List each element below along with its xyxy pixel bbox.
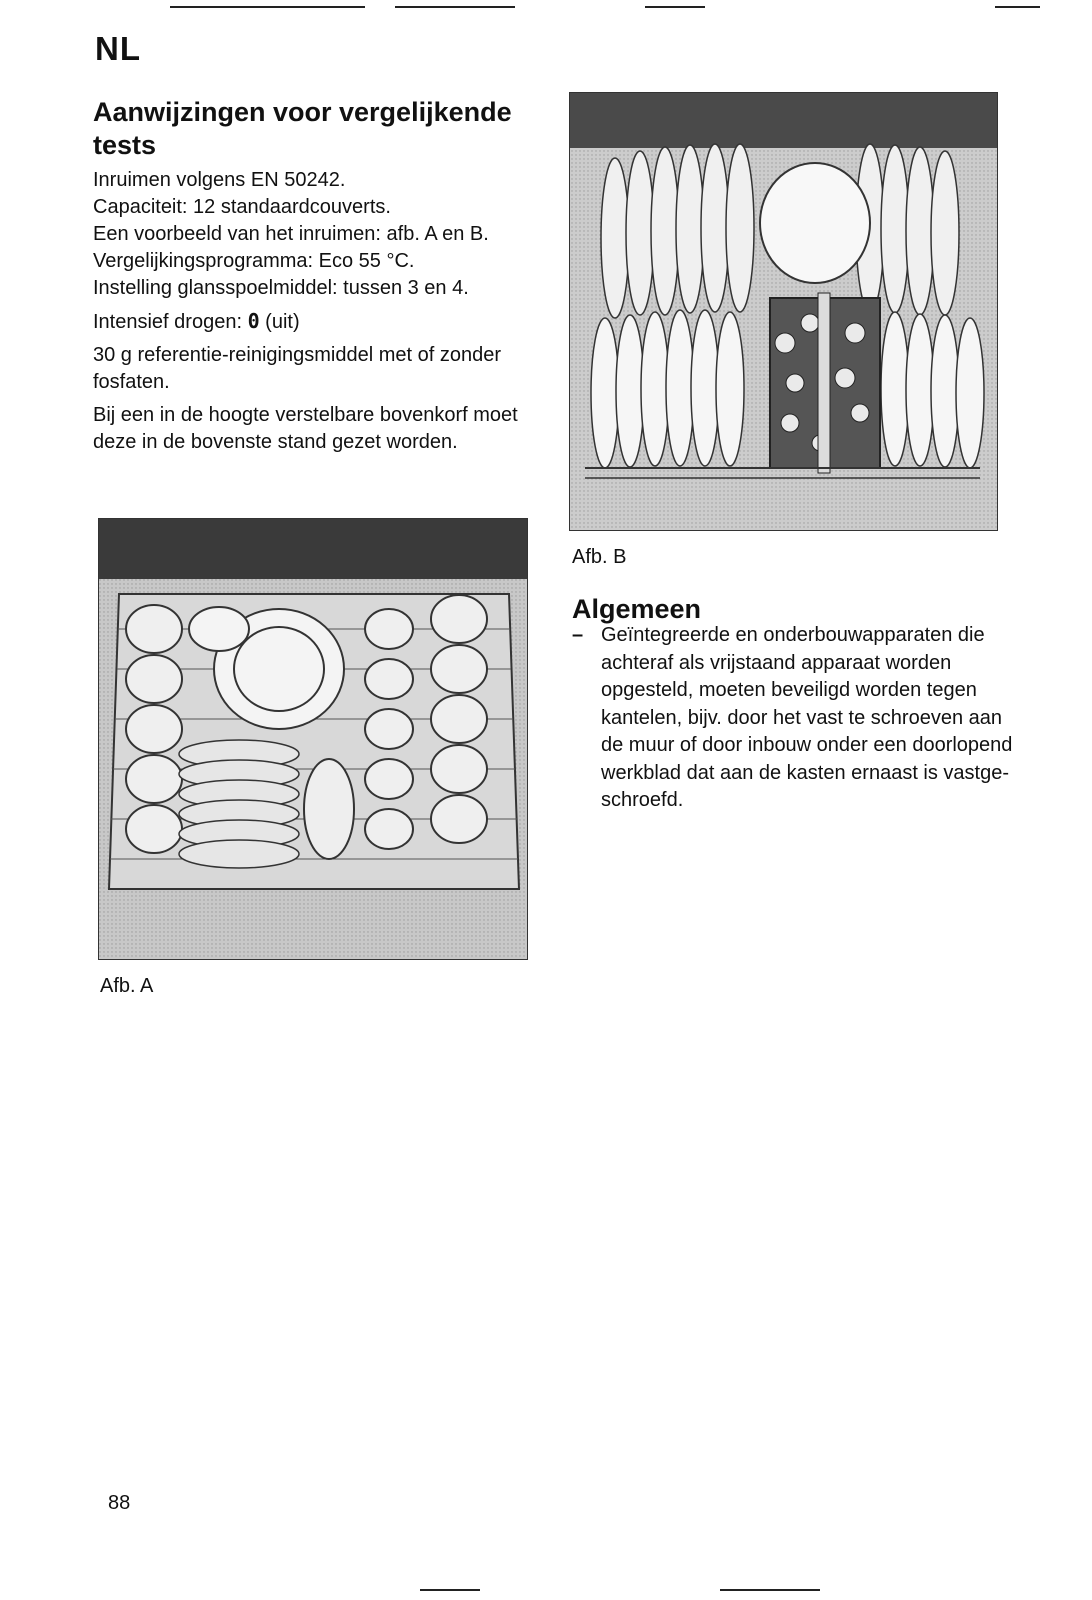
figure-a-lower-basket-photo xyxy=(98,518,528,960)
top-rule xyxy=(995,6,1040,8)
figure-a-caption: Afb. A xyxy=(100,975,154,997)
language-code: NL xyxy=(95,30,141,67)
comparison-program: Vergelijkingsprogramma: Eco 55 °C. xyxy=(93,250,415,272)
bottom-rule xyxy=(720,1589,820,1591)
rinse-aid-setting: Instelling glansspoelmiddel: tussen 3 en 4. xyxy=(93,277,469,299)
bullet-text-tipping-protection: Geïntegreerde en onderbouwapparaten die achteraf als vrijstaand apparaat worden opgesteld, moeten beveiligd worden tegen kantelen, bijv. door het vast te schroeven aan de muur of door inbouw onder een doorlopend werkblad dat aan de kasten ernaast is vastge-schroefd. xyxy=(601,624,1013,811)
detergent-note: 30 g referentie-reinigingsmiddel met of zonder fosfaten. xyxy=(93,344,501,393)
bottom-rule xyxy=(420,1589,480,1591)
section-title-comparative-tests: Aanwijzingen voor vergelijkende tests xyxy=(93,97,512,160)
bullet-dash: – xyxy=(572,624,584,646)
general-bullet-item xyxy=(572,622,1032,852)
capacity: Capaciteit: 12 standaardcouverts. xyxy=(93,196,391,218)
basket-position-note: Bij een in de hoogte verstelbare bovenkorf moet deze in de bovenste stand gezet worden. xyxy=(93,404,518,453)
top-rule xyxy=(645,6,705,8)
loading-example: Een voorbeeld van het inruimen: afb. A en B. xyxy=(93,223,489,245)
loading-standard: Inruimen volgens EN 50242. xyxy=(93,169,346,191)
figure-b-caption: Afb. B xyxy=(572,546,627,568)
drying-display-symbol: 0 xyxy=(247,309,260,333)
top-rule xyxy=(395,6,515,8)
section-title-general: Algemeen xyxy=(572,594,702,624)
comparative-tests-text xyxy=(93,167,538,456)
intensive-drying: Intensief drogen: 0 (uit) xyxy=(93,309,300,333)
top-rule xyxy=(170,6,365,8)
figure-b-upper-basket-photo xyxy=(569,92,998,531)
page-number: 88 xyxy=(108,1492,131,1514)
